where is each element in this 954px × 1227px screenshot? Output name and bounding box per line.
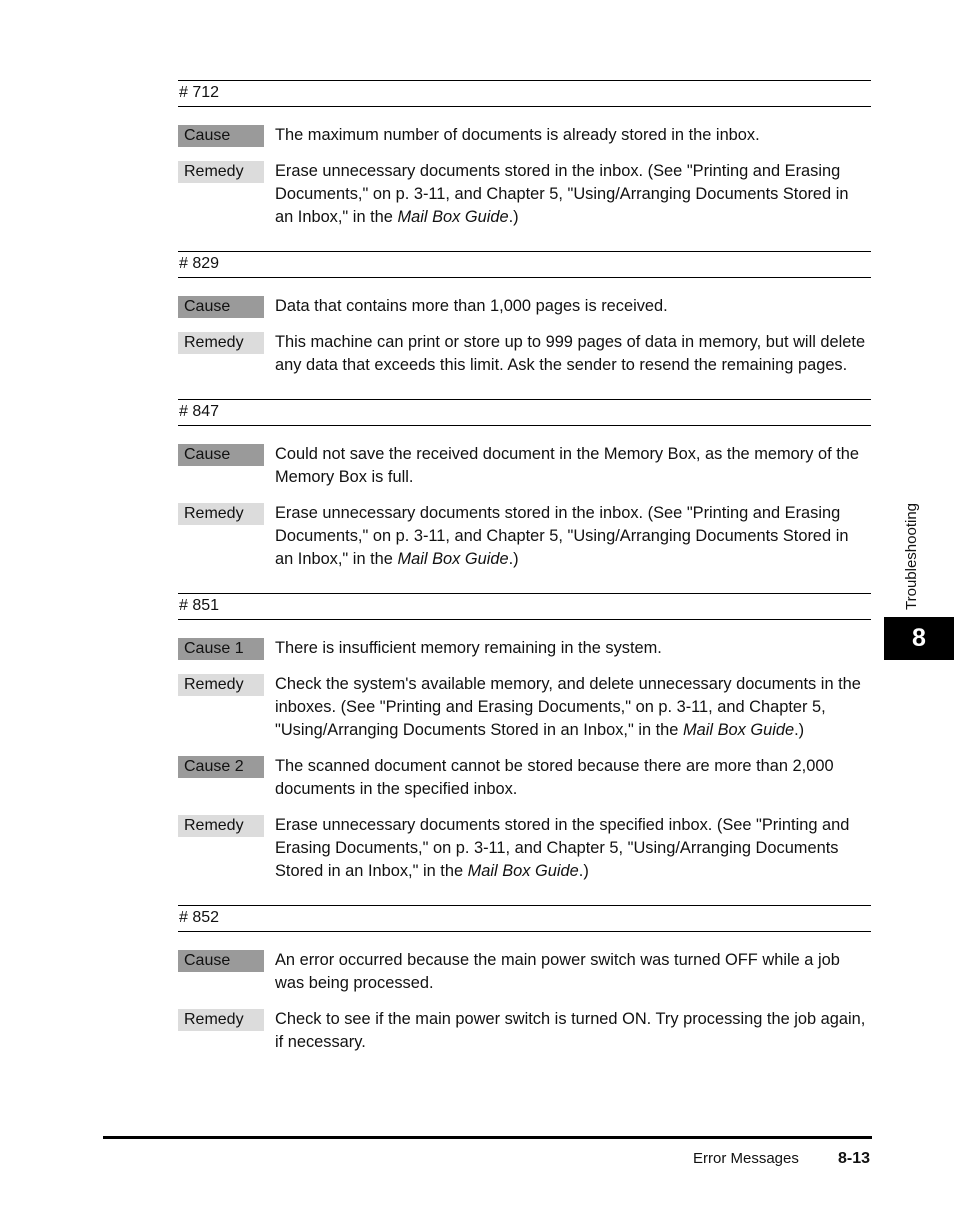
cause-label: Cause bbox=[178, 444, 264, 466]
cause-row bbox=[178, 296, 871, 318]
cause-label: Cause bbox=[178, 296, 264, 318]
error-rows bbox=[178, 278, 871, 399]
remedy-text bbox=[275, 502, 871, 571]
guide-title: Mail Box Guide bbox=[397, 208, 509, 226]
remedy-text bbox=[275, 673, 871, 742]
error-rows bbox=[178, 620, 871, 905]
remedy-text bbox=[275, 814, 871, 883]
chapter-tab: 8 bbox=[884, 617, 954, 660]
cause-text bbox=[275, 637, 871, 660]
guide-title: Mail Box Guide bbox=[397, 550, 509, 568]
cause-label: Cause bbox=[178, 125, 264, 147]
cause-row bbox=[178, 950, 871, 995]
remedy-row bbox=[178, 815, 871, 883]
error-section bbox=[178, 905, 871, 1076]
text-run: .) bbox=[508, 550, 519, 568]
remedy-text bbox=[275, 1008, 871, 1054]
cause-text bbox=[275, 443, 871, 489]
chapter-side-label: Troubleshooting bbox=[903, 502, 920, 610]
cause-text bbox=[275, 949, 871, 995]
footer-section-title: Error Messages bbox=[693, 1150, 799, 1167]
cause-row bbox=[178, 638, 871, 660]
error-section bbox=[178, 399, 871, 593]
remedy-row bbox=[178, 332, 871, 377]
remedy-text bbox=[275, 160, 871, 229]
error-code-header: # 829 bbox=[178, 251, 871, 278]
text-run: The maximum number of documents is already stored in the inbox. bbox=[275, 126, 760, 144]
text-run: Data that contains more than 1,000 pages is received. bbox=[275, 297, 668, 315]
text-run: Erase unnecessary documents stored in the inbox. (See "Printing and Erasing Documents," on p. 3-11, and Chapter 5, "Using/Arranging Documents Stored in an Inbox," in the bbox=[275, 504, 849, 568]
page-number: 8-13 bbox=[838, 1150, 871, 1167]
cause-row bbox=[178, 444, 871, 489]
error-code-header: # 847 bbox=[178, 399, 871, 426]
cause-text bbox=[275, 755, 871, 801]
error-code-header: # 851 bbox=[178, 593, 871, 620]
cause-label: Cause 1 bbox=[178, 638, 264, 660]
remedy-row bbox=[178, 503, 871, 571]
remedy-text bbox=[275, 331, 871, 377]
text-run: An error occurred because the main power switch was turned OFF while a job was being processed. bbox=[275, 951, 840, 992]
text-run: The scanned document cannot be stored because there are more than 2,000 documents in the specified inbox. bbox=[275, 757, 834, 798]
remedy-row bbox=[178, 674, 871, 742]
remedy-label: Remedy bbox=[178, 503, 264, 525]
remedy-label: Remedy bbox=[178, 674, 264, 696]
error-rows bbox=[178, 107, 871, 251]
remedy-row bbox=[178, 161, 871, 229]
error-section bbox=[178, 80, 871, 251]
guide-title: Mail Box Guide bbox=[682, 721, 795, 739]
text-run: This machine can print or store up to 999 pages of data in memory, but will delete any data that exceeds this limit. Ask the sender to resend the remaining pages. bbox=[275, 333, 866, 374]
text-run: Erase unnecessary documents stored in the inbox. (See "Printing and Erasing Documents," on p. 3-11, and Chapter 5, "Using/Arranging Documents Stored in an Inbox," in the bbox=[275, 162, 849, 226]
error-code-header: # 852 bbox=[178, 905, 871, 932]
text-run: Erase unnecessary documents stored in the specified inbox. (See "Printing and Erasing Documents," on p. 3-11, and Chapter 5, "Using/Arranging Documents Stored in an Inbox," in the bbox=[275, 816, 850, 880]
text-run: Check the system's available memory, and delete unnecessary documents in the inboxes. (See "Printing and Erasing Documents," on p. 3-11, and Chapter 5, "Using/Arranging Documents Stored in an Inbox," in the bbox=[275, 675, 861, 739]
cause-row bbox=[178, 125, 871, 147]
cause-text bbox=[275, 124, 871, 147]
cause-label: Cause 2 bbox=[178, 756, 264, 778]
cause-label: Cause bbox=[178, 950, 264, 972]
error-list bbox=[178, 80, 871, 1076]
remedy-label: Remedy bbox=[178, 161, 264, 183]
cause-text bbox=[275, 295, 871, 318]
text-run: Check to see if the main power switch is turned ON. Try processing the job again, if necessary. bbox=[275, 1010, 866, 1051]
error-rows bbox=[178, 426, 871, 593]
remedy-label: Remedy bbox=[178, 1009, 264, 1031]
remedy-label: Remedy bbox=[178, 815, 264, 837]
remedy-row bbox=[178, 1009, 871, 1054]
text-run: There is insufficient memory remaining in the system. bbox=[275, 639, 662, 657]
error-code-header: # 712 bbox=[178, 80, 871, 107]
error-section bbox=[178, 251, 871, 399]
text-run: Could not save the received document in the Memory Box, as the memory of the Memory Box is full. bbox=[275, 445, 859, 486]
text-run: .) bbox=[508, 208, 519, 226]
error-section bbox=[178, 593, 871, 905]
text-run: .) bbox=[578, 862, 589, 880]
remedy-label: Remedy bbox=[178, 332, 264, 354]
guide-title: Mail Box Guide bbox=[467, 862, 579, 880]
footer-rule bbox=[103, 1136, 872, 1139]
text-run: .) bbox=[794, 721, 805, 739]
cause-row bbox=[178, 756, 871, 801]
error-rows bbox=[178, 932, 871, 1076]
